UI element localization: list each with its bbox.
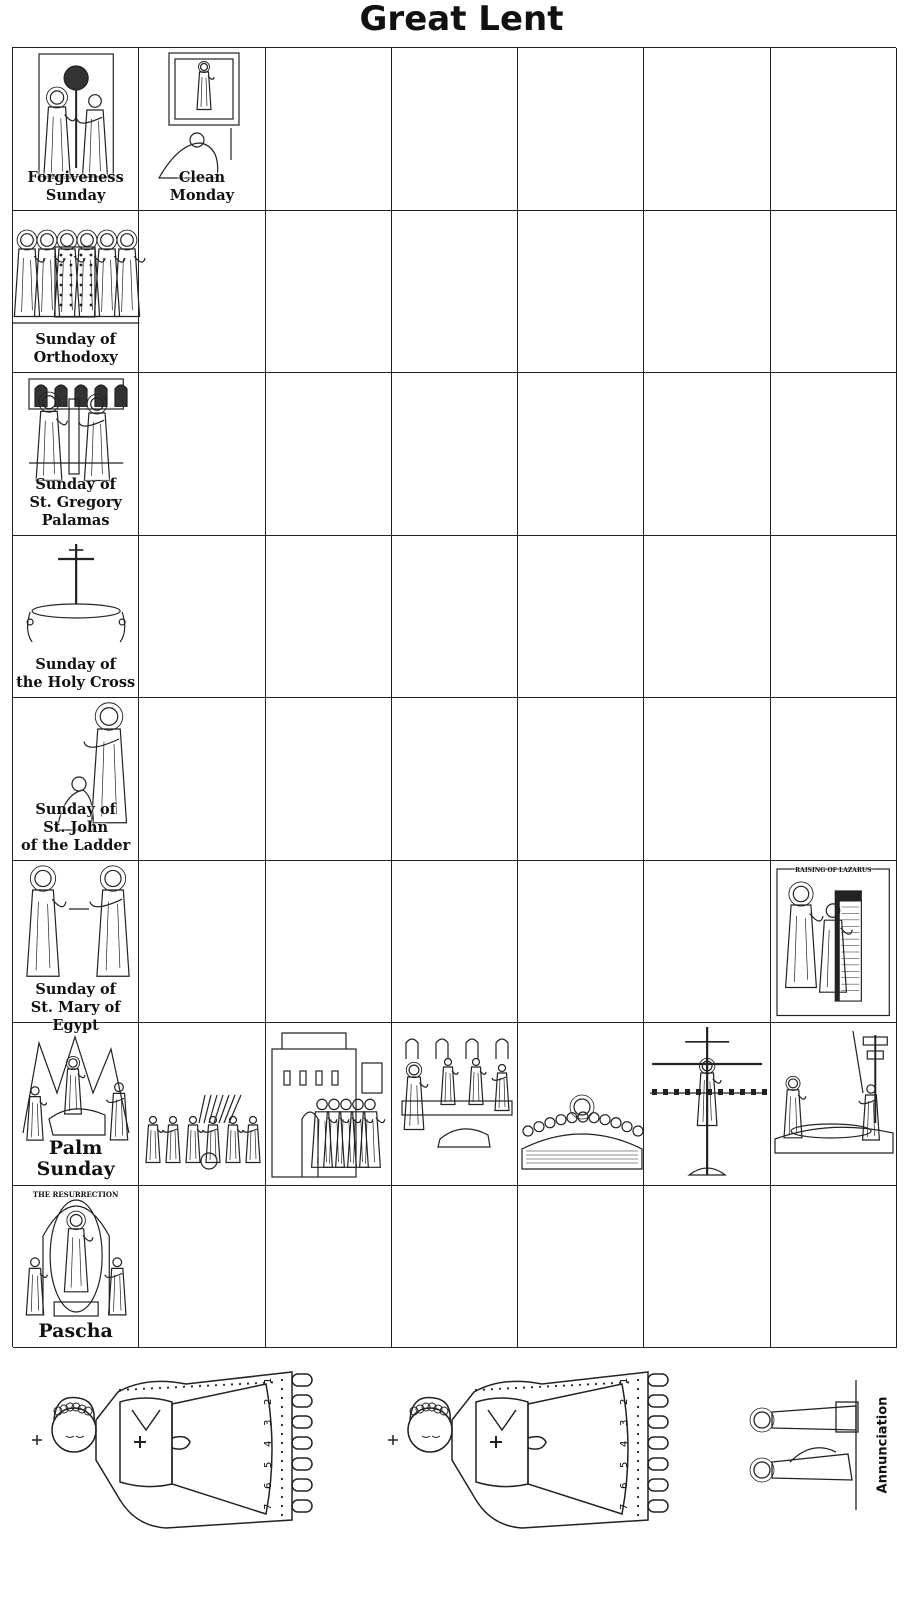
feast-label-line: Forgiveness: [27, 168, 124, 186]
lady-lent-figure: [32, 1372, 312, 1528]
wise-virgins-bridegroom-icon: [266, 1023, 392, 1186]
feast-label-line: Monday: [169, 186, 235, 204]
calendar-cell: [644, 48, 770, 211]
calendar-cell: [266, 1186, 392, 1349]
feast-label-line: Palm: [48, 1136, 103, 1159]
mystical-supper-icon: [518, 1023, 644, 1186]
calendar-cell: [771, 698, 897, 861]
calendar-cell: [139, 1023, 265, 1186]
anointing-at-bethany-icon: [392, 1023, 518, 1186]
calendar-cell: [13, 48, 139, 211]
calendar-cell: [518, 698, 644, 861]
calendar-cell: [644, 861, 770, 1024]
calendar-cell: [13, 1186, 139, 1349]
feast-label-line: Palamas: [41, 511, 110, 529]
calendar-cell: [644, 698, 770, 861]
calendar-cell: [392, 1186, 518, 1349]
feast-label-line: Sunday of: [35, 331, 116, 348]
calendar-cell: [518, 861, 644, 1024]
calendar-cell: [139, 373, 265, 536]
calendar-cell: [392, 536, 518, 699]
calendar-cell: [771, 1186, 897, 1349]
feast-label-line: St. Gregory: [29, 493, 122, 511]
feast-label-line: St. Mary of Egypt: [30, 999, 121, 1034]
calendar-cell: [518, 1023, 644, 1186]
calendar-cell: [139, 536, 265, 699]
feast-label: [13, 476, 138, 530]
annunciation-label: Annunciation: [875, 1396, 891, 1494]
page-title: Great Lent: [359, 0, 564, 39]
feast-label-line: Sunday of: [35, 800, 116, 818]
calendar-cell: [771, 48, 897, 211]
leg-number: 1: [263, 1377, 274, 1384]
feast-label: [13, 169, 138, 205]
calendar-cell: [771, 373, 897, 536]
calendar-cell: [518, 373, 644, 536]
calendar-cell: [139, 211, 265, 374]
calendar-cell: [392, 211, 518, 374]
feast-label-line: Sunday of: [35, 981, 116, 998]
leg-number: 4: [619, 1440, 630, 1447]
crucifixion-icon: [644, 1023, 770, 1186]
lady-lent-figure: [388, 1372, 668, 1528]
calendar-cell: [139, 48, 265, 211]
lady-lent-cutouts: [0, 1350, 923, 1600]
calendar-cell: [13, 211, 139, 374]
calendar-cell: [771, 211, 897, 374]
leg-number: 2: [263, 1398, 274, 1405]
calendar-cell: [13, 536, 139, 699]
calendar-cell: [518, 536, 644, 699]
leg-number: 3: [619, 1419, 630, 1426]
calendar-cell: [644, 1186, 770, 1349]
calendar-cell: [266, 211, 392, 374]
annunciation-icon: [750, 1380, 858, 1510]
burial-lamentation-icon: [771, 1023, 897, 1186]
raising-of-lazarus-icon: [771, 861, 897, 1024]
calendar-cell: [392, 373, 518, 536]
calendar-cell: [13, 698, 139, 861]
leg-number: 5: [619, 1461, 630, 1468]
calendar-cell: [644, 1023, 770, 1186]
leg-number: 2: [619, 1398, 630, 1405]
leg-number: 4: [263, 1440, 274, 1447]
calendar-cell: [771, 1023, 897, 1186]
calendar-cell: [266, 373, 392, 536]
leg-number: 6: [619, 1482, 630, 1489]
cursing-of-fig-tree-icon: [139, 1023, 265, 1186]
feast-label: [13, 331, 138, 367]
calendar-cell: [266, 1023, 392, 1186]
calendar-cell: [518, 211, 644, 374]
calendar-cell: [266, 861, 392, 1024]
calendar-cell: [266, 48, 392, 211]
feast-label-line: Orthodoxy: [33, 349, 118, 366]
calendar-cell: [518, 1186, 644, 1349]
feast-label-line: Clean: [178, 168, 226, 186]
leg-number: 7: [263, 1503, 274, 1510]
calendar-cell: [266, 698, 392, 861]
calendar-cell: [644, 373, 770, 536]
calendar-cell: [139, 861, 265, 1024]
icon-caption: RAISING OF LAZARUS: [795, 866, 872, 874]
calendar-cell: [771, 861, 897, 1024]
feast-label-line: Sunday: [36, 1157, 115, 1180]
calendar-cell: [392, 1023, 518, 1186]
feast-label: [13, 1321, 138, 1342]
calendar-cell: [392, 861, 518, 1024]
calendar-cell: [392, 48, 518, 211]
calendar-cell: [518, 48, 644, 211]
calendar-cell: [771, 536, 897, 699]
calendar-cell: [13, 373, 139, 536]
feast-label-line: of the Ladder: [21, 836, 131, 854]
calendar-cell: [392, 698, 518, 861]
feast-label-line: Sunday of: [35, 475, 116, 493]
pascha-icon-caption: THE RESURRECTION: [32, 1189, 119, 1199]
feast-label: [13, 1138, 138, 1180]
feast-label-line: Sunday of: [35, 656, 116, 673]
calendar-cell: [13, 1023, 139, 1186]
feast-label-line: Sunday: [45, 186, 106, 204]
calendar-cell: [644, 536, 770, 699]
feast-label-line: Pascha: [38, 1320, 113, 1342]
calendar-cell: [139, 1186, 265, 1349]
calendar-cell: [139, 698, 265, 861]
leg-number: 1: [619, 1377, 630, 1384]
feast-label: [13, 656, 138, 692]
leg-number: 7: [619, 1503, 630, 1510]
feast-label-line: the Holy Cross: [16, 674, 136, 691]
lent-calendar-grid: [12, 47, 896, 1347]
leg-number: 6: [263, 1482, 274, 1489]
calendar-cell: [13, 861, 139, 1034]
calendar-cell: [266, 536, 392, 699]
calendar-cell: [644, 211, 770, 374]
feast-label: [13, 801, 138, 855]
feast-label-line: St. John: [43, 818, 109, 836]
feast-label: [139, 169, 264, 205]
leg-number: 5: [263, 1461, 274, 1468]
leg-number: 3: [263, 1419, 274, 1426]
